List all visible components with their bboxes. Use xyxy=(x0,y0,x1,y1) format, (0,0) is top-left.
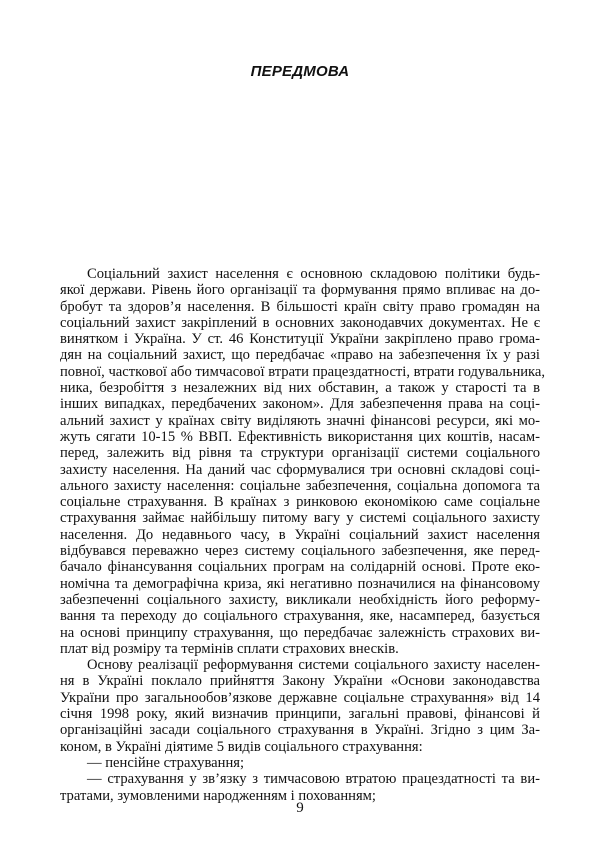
text-line: тратами, зумовленими народженням і похованням; xyxy=(60,787,376,804)
list-item xyxy=(60,755,540,771)
text-line: на основі принципу страхування, що передбачає залежність страхових ви- xyxy=(60,624,540,641)
text-line: Соціальний захист населення є основною складовою політики будь- xyxy=(87,266,540,282)
text-line: України про загальнообов’язкове державне соціальне страхування» від 14 xyxy=(60,689,540,706)
text-line: інших випадках, передбачених законом». Для забезпечення права на соці- xyxy=(60,396,540,413)
text-line: організаційні засади соціального страхування в Україні. Згідно з цим За- xyxy=(60,722,540,739)
paragraph-2 xyxy=(60,657,540,755)
text-line: ника, безробіття з незалежних від них обставин, а також у старості та в xyxy=(60,380,540,397)
text-line: бробут та здоров’я населення. В більшості країн світу право громадян на xyxy=(60,298,540,315)
text-line: бачало фінансування соціальних програм на солідарній основі. Проте еко- xyxy=(60,559,540,576)
text-line: винятком і Україна. У ст. 46 Конституції України закріплено право грома- xyxy=(60,331,540,348)
text-line: перед, залежить від рівня та структури організації системи соціального xyxy=(60,445,540,462)
text-line: населення. До недавнього часу, в Україні соціальний захист населення xyxy=(60,526,540,543)
text-line: відбувався переважно через систему соціального забезпечення, яке перед- xyxy=(60,543,540,560)
text-line: захисту населення. На даний час сформувалися три основні складові соці- xyxy=(60,461,540,478)
text-line: жуть сягати 10-15 % ВВП. Ефективність використання цих коштів, насам- xyxy=(60,428,540,445)
text-line: соціальний захист закріплений в основних законодавчих документах. Не є xyxy=(60,314,540,331)
text-line: якої держави. Рівень його організації та формування прямо впливає на до- xyxy=(60,282,540,299)
text-line: вання та переходу до соціального страхування, яке, насамперед, базується xyxy=(60,608,540,625)
text-line: номічна та демографічна криза, які негативно позначилися на фінансовому xyxy=(60,575,540,592)
text-line: повної, часткової або тимчасової втрати працездатності, втрати годувальника, xyxy=(60,363,546,380)
paragraph-1 xyxy=(60,266,546,657)
text-line: альний захист у країнах світу виділяють значні фінансові ресурси, які мо- xyxy=(60,412,540,429)
text-line: ального захисту населення: соціальне забезпечення, соціальна допомога та xyxy=(60,477,540,494)
text-line: Основу реалізації реформування системи соціального захисту населен- xyxy=(87,657,540,674)
text-line: забезпеченні соціального захисту, викликали необхідність його реформу- xyxy=(60,591,540,608)
page-title: ПЕРЕДМОВА xyxy=(250,63,350,80)
text-line: дян на соціальний захист, що передбачає «право на забезпечення їх у разі xyxy=(60,347,540,364)
page-number: 9 xyxy=(296,800,304,816)
text-line: коном, в Україні діятиме 5 видів соціального страхування: xyxy=(60,738,423,755)
text-line: соціальне страхування. В країнах з ринковою економікою саме соціальне xyxy=(60,494,540,511)
text-line: страхування займає найбільшу питому вагу у системі соціального захисту xyxy=(60,510,540,527)
text-line: ня в Україні поклало прийняття Закону України «Основи законодавства xyxy=(60,673,540,690)
text-line: — пенсійне страхування; xyxy=(87,754,245,771)
text-line: — страхування у зв’язку з тимчасовою втратою працездатності та ви- xyxy=(87,771,540,788)
body-text xyxy=(60,266,546,804)
text-line: плат від розміру та термінів сплати страхових внесків. xyxy=(60,640,399,657)
text-line: січня 1998 року, який визначив принципи, загальні правові, фінансові й xyxy=(60,706,540,723)
list-item xyxy=(60,771,540,804)
